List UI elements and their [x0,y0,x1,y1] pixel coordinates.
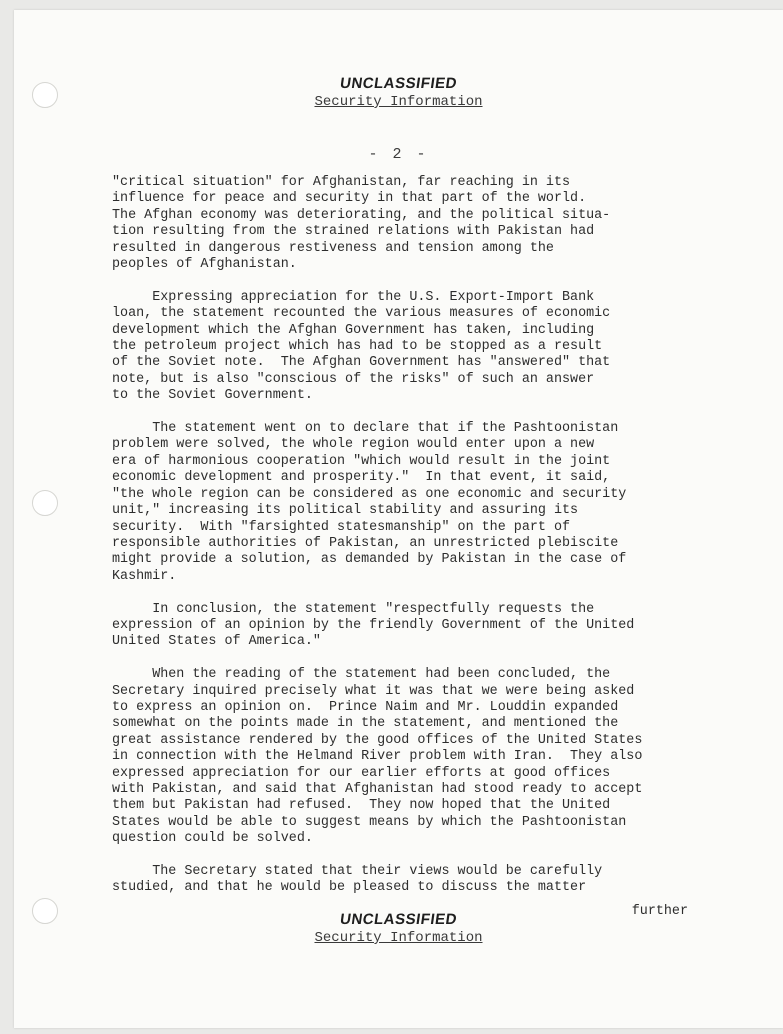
paragraph: In conclusion, the statement "respectfully requests the expression of an opinion by the friendly Government of the United United States of America." [112,601,635,650]
header-classification [14,76,783,110]
page-number: - 2 - [368,146,429,163]
security-label: Security Information [314,94,483,110]
document-page [14,10,783,1028]
paragraph: "critical situation" for Afghanistan, far reaching in its influence for peace and security in that part of the world. The Afghan economy was deteriorating, and the political situa- tion resulting from the strained relations with Pakistan had resulted in dangerous restiveness and tension among the peoples of Afghanistan. [112,175,611,273]
punch-hole [32,490,58,516]
paragraph: When the reading of the statement had been concluded, the Secretary inquired precisely what it was that we were being asked to express an opinion on. Prince Naim and Mr. Louddin expanded somewhat on the points made in the statement, and mentioned the great assistance rendered by the good offices of the United States in connection with the Helmand River problem with Iran. They also expressed appreciation for our earlier efforts at good offices with Pakistan, and said that Afghanistan had stood ready to accept them but Pakistan had refused. They now hoped that the United States would be able to suggest means by which the Pashtoonistan question could be solved. [112,667,643,847]
security-label: Security Information [314,930,483,946]
classification-stamp: UNCLASSIFIED [338,75,459,92]
footer-classification [14,912,783,946]
paragraph: The statement went on to declare that if the Pashtoonistan problem were solved, the whole region would enter upon a new era of harmonious cooperation "which would result in the joint economic development and prosperity." In that event, it said, "the whole region can be considered as one economic and security unit," increasing its political stability and assuring its security. With "farsighted statesmanship" on the part of responsible authorities of Pakistan, an unrestricted plebiscite might provide a solution, as demanded by Pakistan in the case of Kashmir. [112,421,627,584]
classification-stamp: UNCLASSIFIED [338,911,459,928]
paragraph: Expressing appreciation for the U.S. Export-Import Bank loan, the statement recounted the various measures of economic development which the Afghan Government has taken, including the petroleum project which has had to be stopped as a result of the Soviet note. The Afghan Government has "answered" that note, but is also "conscious of the risks" of such an answer to the Soviet Government. [112,289,611,404]
paragraph: The Secretary stated that their views would be carefully studied, and that he would be pleased to discuss the matter [112,863,603,896]
document-body [112,175,752,913]
continuation-word: further [631,904,688,919]
